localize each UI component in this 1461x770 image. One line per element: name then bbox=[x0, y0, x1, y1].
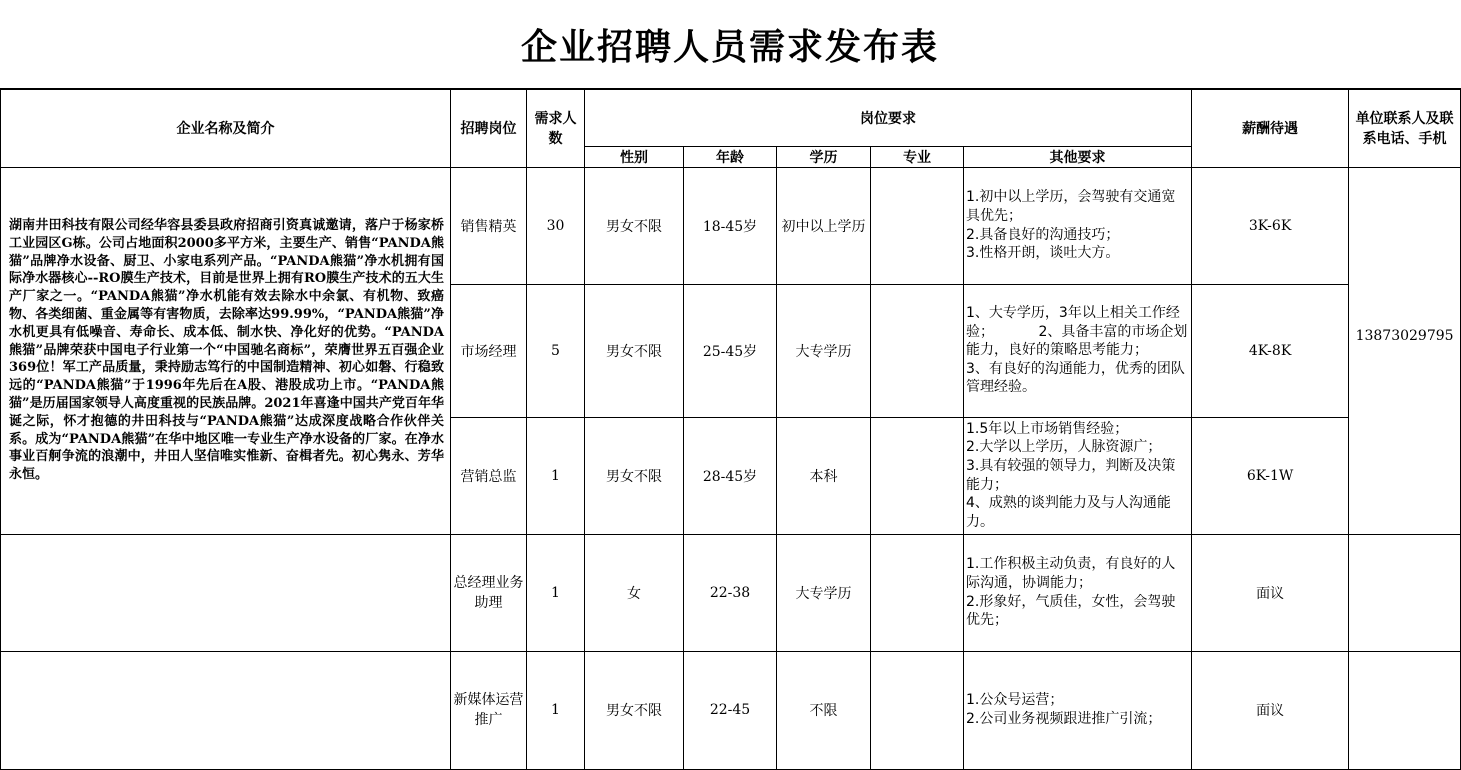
header-gender: 性别 bbox=[585, 146, 684, 167]
job-count: 1 bbox=[527, 534, 585, 651]
job-other-requirements: 1.工作积极主动负责，有良好的人际沟通，协调能力； 2.形象好，气质佳，女性，会驾驶优先； bbox=[964, 534, 1192, 651]
job-major bbox=[871, 167, 964, 284]
job-other-requirements: 1.公众号运营； 2.公司业务视频跟进推广引流； bbox=[964, 651, 1192, 769]
header-major: 专业 bbox=[871, 146, 964, 167]
job-major bbox=[871, 417, 964, 534]
empty-company-cell bbox=[1, 651, 451, 769]
job-other-requirements: 1.初中以上学历，会驾驶有交通宽具优先； 2.具备良好的沟通技巧； 3.性格开朗，谈吐大方。 bbox=[964, 167, 1192, 284]
job-gender: 女 bbox=[585, 534, 684, 651]
job-major bbox=[871, 534, 964, 651]
header-salary: 薪酬待遇 bbox=[1192, 89, 1349, 167]
job-salary: 4K-8K bbox=[1192, 284, 1349, 417]
header-contact: 单位联系人及联系电话、手机 bbox=[1349, 89, 1461, 167]
job-salary: 面议 bbox=[1192, 534, 1349, 651]
job-major bbox=[871, 651, 964, 769]
job-major bbox=[871, 284, 964, 417]
header-education: 学历 bbox=[777, 146, 871, 167]
page-title: 企业招聘人员需求发布表 bbox=[520, 25, 939, 68]
job-position: 新媒体运营推广 bbox=[451, 651, 527, 769]
header-count: 需求人数 bbox=[527, 89, 585, 167]
job-other-requirements: 1、大专学历，3年以上相关工作经验； 2、具备丰富的市场企划能力，良好的策略思考能力； 3、有良好的沟通能力，优秀的团队管理经验。 bbox=[964, 284, 1192, 417]
job-education: 大专学历 bbox=[777, 534, 871, 651]
company-intro: 湖南井田科技有限公司经华容县委县政府招商引资真诚邀请，落户于杨家桥工业园区G栋。公司占地面积2000多平方米，主要生产、销售“PANDA熊猫”品牌净水设备、厨卫、小家电系列产品。“PANDA熊猫”净水机拥有国际净水器核心--RO膜生产技术，目前是世界上拥有RO膜生产技术的五大生产厂家之一。“PANDA熊猫”净水机能有效去除水中余氯、有机物、致癌物、各类细菌、重金属等有害物质，去除率达99.99%，“PANDA熊猫”净水机更具有低噪音、寿命长、成本低、制水快、净化好的优势。“PANDA熊猫”品牌荣获中国电子行业第一个“中国驰名商标”，荣膺世界五百强企业369位！军工产品质量，秉持励志笃行的中国制造精神、初心如磐、行稳致远的“PANDA熊猫”于1996年先后在A股、港股成功上市。“PANDA熊猫”是历届国家领导人高度重视的民族品牌。2021年喜逢中国共产党百年华诞之际，怀才抱德的井田科技与“PANDA熊猫”达成深度战略合作伙伴关系。成为“PANDA熊猫”在华中地区唯一专业生产净水设备的厂家。在净水事业百舸争流的浪潮中，井田人坚信唯实惟新、奋楫者先。初心隽永、芳华永恒。 bbox=[1, 167, 451, 534]
job-count: 1 bbox=[527, 417, 585, 534]
header-position: 招聘岗位 bbox=[451, 89, 527, 167]
job-gender: 男女不限 bbox=[585, 417, 684, 534]
table-row bbox=[1, 534, 1461, 651]
job-position: 市场经理 bbox=[451, 284, 527, 417]
job-education: 不限 bbox=[777, 651, 871, 769]
job-position: 营销总监 bbox=[451, 417, 527, 534]
job-age: 18-45岁 bbox=[684, 167, 777, 284]
empty-contact-cell bbox=[1349, 651, 1461, 769]
empty-contact-cell bbox=[1349, 534, 1461, 651]
job-education: 初中以上学历 bbox=[777, 167, 871, 284]
job-other-requirements: 1.5年以上市场销售经验； 2.大学以上学历，人脉资源广； 3.具有较强的领导力，判断及决策能力； 4、成熟的谈判能力及与人沟通能力。 bbox=[964, 417, 1192, 534]
contact-phone: 13873029795 bbox=[1349, 167, 1461, 534]
job-education: 大专学历 bbox=[777, 284, 871, 417]
empty-company-cell bbox=[1, 534, 451, 651]
job-age: 22-45 bbox=[684, 651, 777, 769]
job-age: 28-45岁 bbox=[684, 417, 777, 534]
header-other: 其他要求 bbox=[964, 146, 1192, 167]
job-salary: 3K-6K bbox=[1192, 167, 1349, 284]
job-position: 销售精英 bbox=[451, 167, 527, 284]
job-gender: 男女不限 bbox=[585, 651, 684, 769]
recruitment-table bbox=[0, 88, 1461, 770]
job-count: 1 bbox=[527, 651, 585, 769]
job-gender: 男女不限 bbox=[585, 284, 684, 417]
job-salary: 6K-1W bbox=[1192, 417, 1349, 534]
job-count: 5 bbox=[527, 284, 585, 417]
header-age: 年龄 bbox=[684, 146, 777, 167]
job-count: 30 bbox=[527, 167, 585, 284]
table-row bbox=[1, 167, 1461, 284]
table-row bbox=[1, 651, 1461, 769]
job-age: 22-38 bbox=[684, 534, 777, 651]
header-company: 企业名称及简介 bbox=[1, 89, 451, 167]
job-position: 总经理业务助理 bbox=[451, 534, 527, 651]
job-education: 本科 bbox=[777, 417, 871, 534]
header-requirements: 岗位要求 bbox=[585, 89, 1192, 146]
job-age: 25-45岁 bbox=[684, 284, 777, 417]
job-gender: 男女不限 bbox=[585, 167, 684, 284]
job-salary: 面议 bbox=[1192, 651, 1349, 769]
